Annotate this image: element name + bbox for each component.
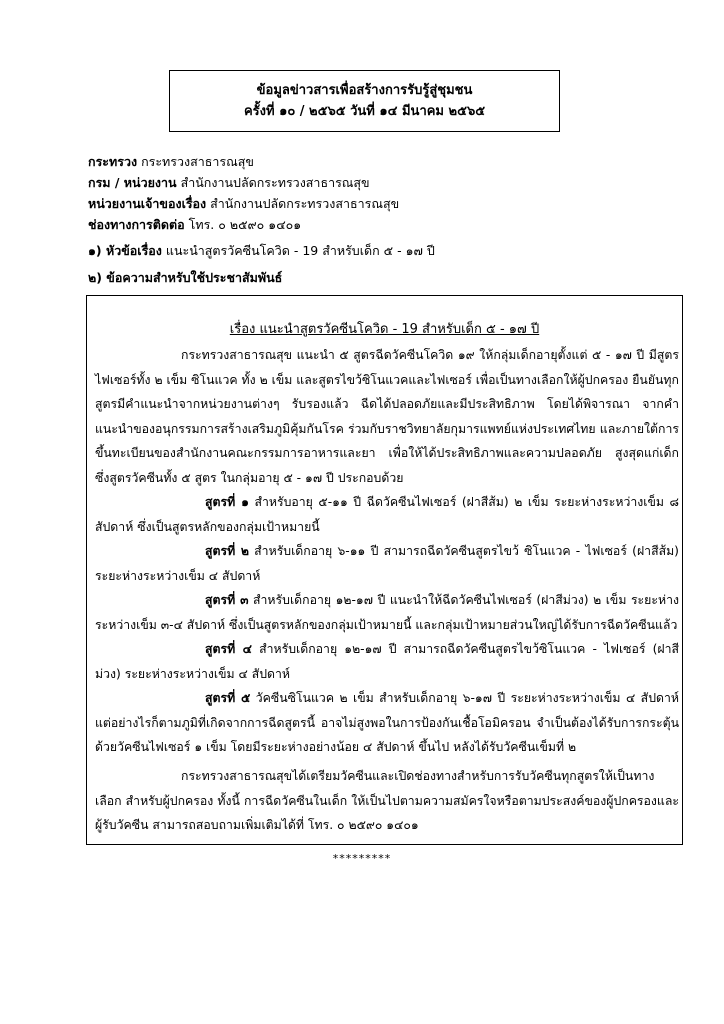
formula-1: [95, 490, 679, 539]
formula-5-label: สูตรที่ ๕: [205, 691, 251, 705]
message-closing: กระทรวงสาธารณสุขได้เตรียมวัคซีนและเปิดช่องทางสำหรับการรับวัคซีนทุกสูตรให้เป็นทางเลือก สำหรับผู้ปกครอง ทั้งนี้ การฉีดวัคซีนในเด็ก ให้เป็นไปตามความสมัครใจหรือตามประสงค์ของผู้ปกครองและ ผู้รับวัคซีน สามารถสอบถามเพิ่มเติมได้ที่ โทร. ๐ ๒๕๙๐ ๑๔๐๑: [95, 769, 679, 832]
header-line-2: ครั้งที่ ๑๐ / ๒๕๖๕ วันที่ ๑๔ มีนาคม ๒๕๖๕: [243, 104, 486, 119]
formula-2: [95, 539, 679, 588]
formula-2-text: สำหรับเด็กอายุ ๖-๑๑ ปี สามารถฉีดวัคซีนสูตรไขว้ ซิโนแวค - ไฟเซอร์ (ฝาสีส้ม) ระยะห่างระหว่างเข็ม ๔ สัปดาห์: [95, 544, 679, 583]
formula-3-label: สูตรที่ ๓: [205, 593, 249, 607]
header-box: [169, 70, 560, 132]
footer-separator: *********: [332, 852, 392, 865]
meta-ministry-value: กระทรวงสาธารณสุข: [141, 154, 254, 169]
formula-4: [95, 637, 679, 686]
meta-contact-label: ช่องทางการติดต่อ: [88, 217, 185, 232]
section-2-label: ๒) ข้อความสำหรับใช้ประชาสัมพันธ์: [88, 270, 283, 285]
meta-owner-value: สำนักงานปลัดกระทรวงสาธารณสุข: [210, 196, 400, 211]
formula-4-text: สำหรับเด็กอายุ ๑๒-๑๗ ปี สามารถฉีดวัคซีนสูตรไขว้ซิโนแวค - ไฟเซอร์ (ฝาสีม่วง) ระยะห่างระหว่างเข็ม ๔ สัปดาห์: [95, 642, 679, 681]
meta-department-value: สำนักงานปลัดกระทรวงสาธารณสุข: [180, 175, 370, 190]
formula-5-text: วัคซีนซิโนแวค ๒ เข็ม สำหรับเด็กอายุ ๖-๑๗ ปี ระยะห่างระหว่างเข็ม ๔ สัปดาห์ แต่อย่างไรก็ตามภูมิที่เกิดจากการฉีดสูตรนี้ อาจไม่สูงพอในการป้องกันเชื้อโอมิครอน จำเป็นต้องได้รับการกระตุ้น ด้วยวัคซีนไฟเซอร์ ๑ เข็ม โดยมีระยะห่างอย่างน้อย ๔ สัปดาห์ ขึ้นไป หลังได้รับวัคซีนเข็มที่ ๒: [95, 691, 679, 754]
formula-1-text: สำหรับอายุ ๕-๑๑ ปี ฉีดวัคซีนไฟเซอร์ (ฝาสีส้ม) ๒ เข็ม ระยะห่างระหว่างเข็ม ๘ สัปดาห์ ซึ่งเป็นสูตรหลักของกลุ่มเป้าหมายนี้: [95, 495, 679, 534]
section-1: [88, 240, 668, 261]
formula-3: [95, 588, 679, 637]
meta-ministry: [88, 151, 668, 172]
message-intro: กระทรวงสาธารณสุข แนะนำ ๕ สูตรฉีดวัคซีนโควิด ๑๙ ให้กลุ่มเด็กอายุตั้งแต่ ๕ - ๑๗ ปี มีสูตรไฟเซอร์ทั้ง ๒ เข็ม ซิโนแวค ทั้ง ๒ เข็ม และสูตรไขว้ซิโนแวคและไฟเซอร์ เพื่อเป็นทางเลือกให้ผู้ปกครอง ยืนยันทุกสูตรมีคำแนะนำจากหน่วยงานต่างๆ รับรองแล้ว ฉีดได้ปลอดภัยและมีประสิทธิภาพ โดยได้พิจารณา จากคำแนะนำของอนุกรรมการสร้างเสริมภูมิคุ้มกันโรค ร่วมกับราชวิทยาลัยกุมารแพทย์แห่งประเทศไทย และภายใต้การขึ้นทะเบียนของสำนักงานคณะกรรมการอาหารและยา เพื่อให้ได้ประสิทธิภาพและความปลอดภัย สูงสุดแก่เด็ก ซึ่งสูตรวัคซีนทั้ง ๕ สูตร ในกลุ่มอายุ ๕ - ๑๗ ปี ประกอบด้วย: [95, 348, 679, 485]
meta-owner-label: หน่วยงานเจ้าของเรื่อง: [88, 196, 207, 211]
formula-4-label: สูตรที่ ๔: [205, 642, 252, 656]
meta-contact-value: โทร. ๐ ๒๕๙๐ ๑๔๐๑: [188, 217, 302, 232]
meta-ministry-label: กระทรวง: [88, 154, 138, 169]
section-2: [88, 267, 668, 288]
formula-5: [95, 686, 679, 760]
section-1-label: ๑) หัวข้อเรื่อง: [88, 243, 162, 258]
formula-1-label: สูตรที่ ๑: [205, 495, 249, 509]
formula-2-label: สูตรที่ ๒: [205, 544, 249, 558]
section-1-value: แนะนำสูตรวัคซีนโควิด - 19 สำหรับเด็ก ๕ - ๑๗ ปี: [165, 243, 435, 258]
meta-owner: [88, 193, 668, 214]
formula-3-text: สำหรับเด็กอายุ ๑๒-๑๗ ปี แนะนำให้ฉีดวัคซีนไฟเซอร์ (ฝาสีม่วง) ๒ เข็ม ระยะห่าง ระหว่างเข็ม ๓-๔ สัปดาห์ ซึ่งเป็นสูตรหลักของกลุ่มเป้าหมายนี้ และกลุ่มเป้าหมายส่วนใหญ่ได้รับการฉีดวัคซีนแล้ว: [95, 593, 679, 632]
header-line-1: ข้อมูลข่าวสารเพื่อสร้างการรับรู้สู่ชุมชน: [256, 83, 473, 98]
meta-department: [88, 172, 668, 193]
meta-contact: [88, 214, 668, 235]
message-box: [86, 295, 683, 845]
meta-block: [88, 151, 668, 288]
message-title: เรื่อง แนะนำสูตรวัคซีนโควิด - 19 สำหรับเด็ก ๕ - ๑๗ ปี: [229, 322, 540, 337]
meta-department-label: กรม / หน่วยงาน: [88, 175, 177, 190]
